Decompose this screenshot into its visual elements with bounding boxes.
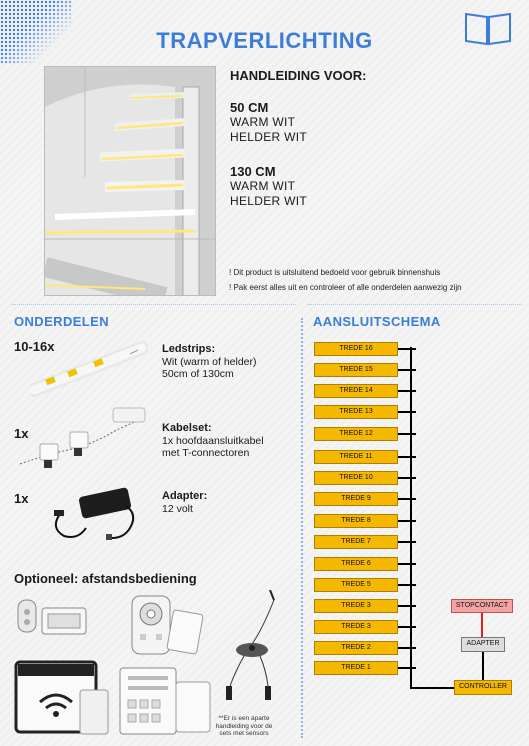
footnote-line: **Er is een aparte bbox=[218, 715, 270, 722]
part-desc: 12 volt bbox=[162, 503, 193, 515]
step-box: TREDE 15 bbox=[314, 363, 398, 377]
footnote-line: sets met sensors bbox=[219, 730, 269, 737]
optional-heading: Optioneel: afstandsbediening bbox=[14, 571, 197, 586]
color-helder-wit: HELDER WIT bbox=[230, 130, 308, 144]
section-divider bbox=[12, 304, 296, 305]
step-box: TREDE 5 bbox=[314, 578, 398, 592]
step-box: TREDE 3 bbox=[314, 599, 398, 613]
ledstrip-image bbox=[30, 340, 148, 398]
wire-tick bbox=[398, 563, 416, 565]
adapter-image bbox=[50, 484, 146, 544]
step-box: TREDE 10 bbox=[314, 471, 398, 485]
controller-box: CONTROLLER bbox=[454, 680, 512, 695]
wiring-rail bbox=[410, 347, 412, 687]
wire-tick bbox=[398, 647, 416, 649]
wire-tick bbox=[398, 584, 416, 586]
size-50cm: 50 CM bbox=[230, 100, 269, 115]
color-helder-wit: HELDER WIT bbox=[230, 194, 308, 208]
schema-heading: AANSLUITSCHEMA bbox=[313, 314, 441, 329]
wire-tick bbox=[398, 477, 416, 479]
power-wire bbox=[481, 613, 483, 637]
part-qty: 1x bbox=[14, 491, 29, 506]
size-130cm: 130 CM bbox=[230, 164, 276, 179]
step-box: TREDE 13 bbox=[314, 405, 398, 419]
wire-tick bbox=[398, 433, 416, 435]
wire-tick bbox=[398, 456, 416, 458]
parts-heading: ONDERDELEN bbox=[14, 314, 110, 329]
part-name-kabelset: Kabelset: bbox=[162, 422, 212, 434]
part-name-ledstrips: Ledstrips: bbox=[162, 343, 216, 355]
wire-to-controller bbox=[410, 687, 454, 689]
note-check-parts: ! Pak eerst alles uit en controleer of alle onderdelen aanwezig zijn bbox=[229, 283, 462, 292]
step-box: TREDE 2 bbox=[314, 641, 398, 655]
step-box: TREDE 14 bbox=[314, 384, 398, 398]
step-box: TREDE 3 bbox=[314, 620, 398, 634]
section-divider bbox=[308, 304, 522, 305]
part-qty: 10-16x bbox=[14, 339, 55, 354]
step-box: TREDE 9 bbox=[314, 492, 398, 506]
part-desc: 1x hoofdaansluitkabel bbox=[162, 435, 264, 447]
part-qty: 1x bbox=[14, 426, 29, 441]
adapter-wire bbox=[482, 652, 484, 680]
step-box: TREDE 11 bbox=[314, 450, 398, 464]
step-box: TREDE 16 bbox=[314, 342, 398, 356]
cableset-image bbox=[18, 404, 153, 476]
wire-tick bbox=[398, 520, 416, 522]
wire-tick bbox=[398, 541, 416, 543]
step-box: TREDE 8 bbox=[314, 514, 398, 528]
stopcontact-box: STOPCONTACT bbox=[451, 599, 513, 613]
wire-tick bbox=[398, 348, 416, 350]
page-title: TRAPVERLICHTING bbox=[156, 28, 373, 53]
part-desc: 50cm of 130cm bbox=[162, 368, 234, 380]
step-box: TREDE 1 bbox=[314, 661, 398, 675]
wire-tick bbox=[398, 498, 416, 500]
sensor-footnote bbox=[206, 715, 282, 738]
step-box: TREDE 12 bbox=[314, 427, 398, 441]
note-indoor: ! Dit product is uitsluitend bedoeld voor gebruik binnenshuis bbox=[229, 268, 441, 277]
wire-tick bbox=[398, 626, 416, 628]
color-warm-wit: WARM WIT bbox=[230, 179, 296, 193]
footnote-line: handleiding voor de bbox=[215, 722, 273, 730]
wire-tick bbox=[398, 369, 416, 371]
book-icon bbox=[463, 10, 513, 46]
staircase-photo bbox=[44, 66, 216, 296]
step-box: TREDE 6 bbox=[314, 557, 398, 571]
manual-heading: HANDLEIDING VOOR: bbox=[230, 68, 367, 83]
part-name-adapter: Adapter: bbox=[162, 490, 208, 502]
step-box: TREDE 7 bbox=[314, 535, 398, 549]
wire-tick bbox=[398, 390, 416, 392]
wire-tick bbox=[398, 605, 416, 607]
color-warm-wit: WARM WIT bbox=[230, 115, 296, 129]
wire-tick bbox=[398, 667, 416, 669]
part-desc: Wit (warm of helder) bbox=[162, 356, 257, 368]
wire-tick bbox=[398, 411, 416, 413]
adapter-box: ADAPTER bbox=[461, 637, 505, 652]
part-desc: met T-connectoren bbox=[162, 447, 250, 459]
